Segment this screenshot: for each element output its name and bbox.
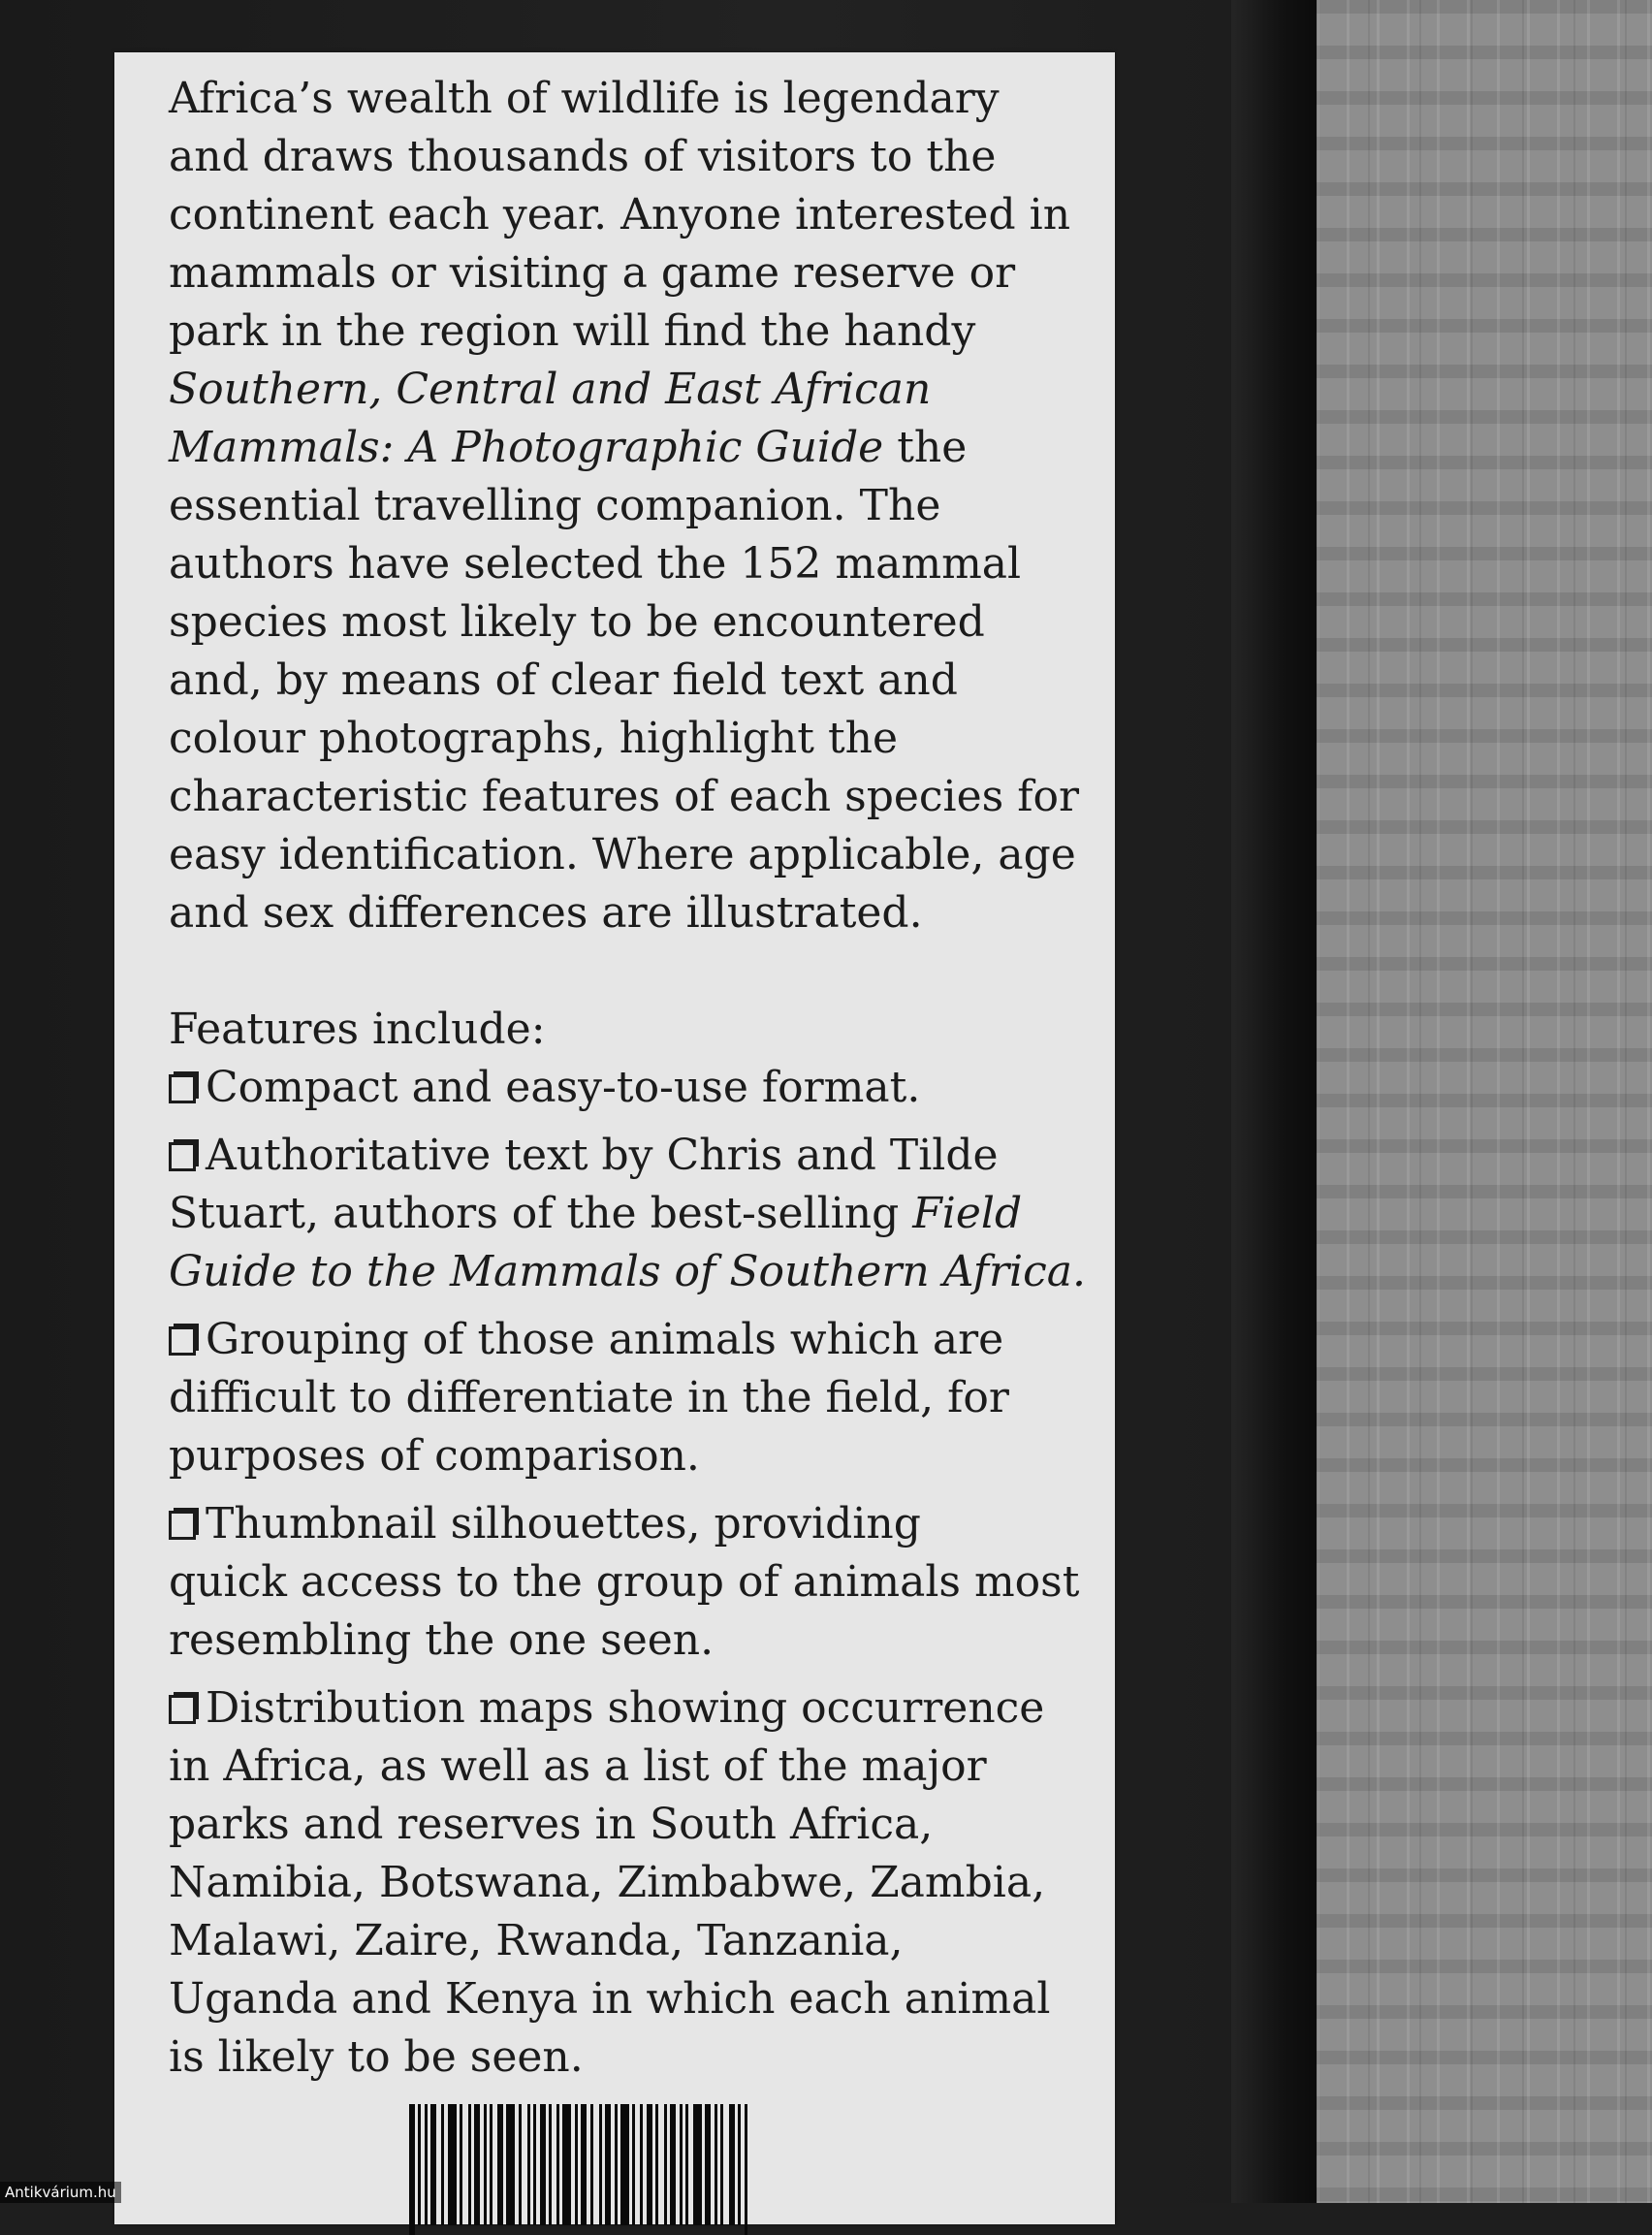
description-line: colour photographs, highlight the	[169, 714, 898, 763]
feature-item	[169, 1059, 1138, 1117]
back-cover-text	[169, 70, 1138, 2087]
description-line: essential travelling companion. The	[169, 481, 941, 530]
barcode-bar	[647, 2104, 652, 2225]
feature-text: Grouping of those animals which are	[206, 1315, 1004, 1364]
book-title-suffix: the	[883, 423, 968, 472]
feature-item	[169, 1495, 1138, 1553]
feature-text-line: purposes of comparison.	[169, 1431, 700, 1481]
book-title-line: Southern, Central and East African	[169, 365, 932, 414]
book-title-line	[169, 419, 1138, 477]
barcode-bar	[409, 2104, 415, 2235]
feature-text-line: Namibia, Botswana, Zimbabwe, Zambia,	[169, 1858, 1046, 1907]
feature-text-line: resembling the one seen.	[169, 1615, 715, 1665]
barcode-bar	[527, 2104, 530, 2225]
barcode-bar	[670, 2104, 676, 2225]
barcode-bar	[540, 2104, 546, 2225]
barcode-bar	[632, 2104, 635, 2225]
description-line: park in the region will find the handy	[169, 306, 976, 356]
feature-item	[169, 1679, 1138, 1738]
description-line: authors have selected the 152 mammal	[169, 539, 1022, 589]
barcode-bar	[474, 2104, 480, 2225]
checkbox-bullet-icon	[169, 1142, 196, 1171]
description-line: mammals or visiting a game reserve or	[169, 248, 1016, 298]
feature-text-line: parks and reserves in South Africa,	[169, 1800, 934, 1849]
description-line: characteristic features of each species for	[169, 772, 1080, 821]
feature-text: Authoritative text by Chris and Tilde	[206, 1131, 999, 1180]
barcode-bar	[599, 2104, 602, 2225]
barcode-bar	[575, 2104, 578, 2225]
barcode-bar	[605, 2104, 611, 2225]
barcode-bar	[549, 2104, 552, 2225]
feature-text: Distribution maps showing occurrence	[206, 1683, 1045, 1733]
description-line: continent each year. Anyone interested in	[169, 190, 1071, 239]
barcode-bar	[556, 2104, 559, 2225]
checkbox-bullet-icon	[169, 1695, 196, 1724]
barcode-bar	[484, 2104, 487, 2225]
barcode-bar	[693, 2104, 702, 2225]
description-line: and draws thousands of visitors to the	[169, 132, 997, 181]
feature-item	[169, 1127, 1138, 1185]
barcode-bar	[533, 2104, 536, 2225]
description-line: and sex differences are illustrated.	[169, 888, 923, 938]
barcode-bar	[468, 2104, 471, 2225]
feature-text-line: quick access to the group of animals most	[169, 1557, 1080, 1607]
barcode-bar	[745, 2104, 747, 2235]
barcode-bar	[430, 2104, 436, 2225]
features-heading: Features include:	[169, 1005, 546, 1054]
feature-text-line: difficult to differentiate in the field, for	[169, 1373, 1009, 1422]
feature-text-line: is likely to be seen.	[169, 2032, 584, 2082]
feature-text-line: Malawi, Zaire, Rwanda, Tanzania,	[169, 1916, 904, 1965]
barcode-bar	[705, 2104, 711, 2225]
barcode-bar	[506, 2104, 515, 2225]
book-spine-edge	[1231, 0, 1318, 2203]
checkbox-bullet-icon	[169, 1511, 196, 1540]
barcode-bar	[620, 2104, 629, 2225]
barcode-bar	[460, 2104, 462, 2225]
feature-text: Stuart, authors of the best-selling	[169, 1189, 913, 1238]
barcode-bar	[615, 2104, 618, 2225]
feature-text-line	[169, 1185, 1138, 1243]
textured-wall-background	[1317, 0, 1652, 2203]
description-line: and, by means of clear field text and	[169, 655, 958, 705]
barcode-bar	[425, 2104, 428, 2225]
barcode-bar	[655, 2104, 658, 2225]
feature-text-line: Uganda and Kenya in which each animal	[169, 1974, 1051, 2024]
barcode-bar	[441, 2104, 444, 2225]
watermark-text: Antikvárium.hu	[0, 2182, 121, 2203]
isbn-barcode	[409, 2104, 750, 2225]
barcode-bar	[715, 2104, 717, 2225]
barcode-bar	[680, 2104, 683, 2225]
barcode-bar	[720, 2104, 723, 2225]
barcode-bar	[664, 2104, 667, 2225]
checkbox-bullet-icon	[169, 1326, 196, 1356]
description-line: easy identification. Where applicable, age	[169, 830, 1076, 879]
description-line: Africa’s wealth of wildlife is legendary	[169, 74, 1000, 123]
barcode-bar	[581, 2104, 587, 2225]
barcode-bar	[418, 2104, 421, 2225]
feature-italic-title: Field	[912, 1189, 1023, 1238]
feature-text-line: in Africa, as well as a list of the major	[169, 1741, 987, 1791]
barcode-bar	[738, 2104, 741, 2225]
back-cover-text-panel	[114, 52, 1115, 2224]
barcode-bar	[497, 2104, 503, 2225]
barcode-bar	[562, 2104, 571, 2225]
description-line: species most likely to be encountered	[169, 597, 985, 647]
checkbox-bullet-icon	[169, 1074, 196, 1103]
feature-italic-title: Guide to the Mammals of Southern Africa.	[169, 1247, 1086, 1296]
barcode-bar	[640, 2104, 643, 2225]
feature-text: Compact and easy-to-use format.	[206, 1063, 921, 1112]
barcode-bar	[519, 2104, 522, 2225]
feature-item	[169, 1311, 1138, 1369]
barcode-bar	[729, 2104, 735, 2225]
barcode-bar	[590, 2104, 593, 2225]
book-title-italic: Mammals: A Photographic Guide	[169, 423, 884, 472]
feature-text: Thumbnail silhouettes, providing	[206, 1499, 921, 1549]
barcode-bar	[685, 2104, 688, 2225]
barcode-bar	[490, 2104, 492, 2225]
barcode-bar	[448, 2104, 457, 2225]
